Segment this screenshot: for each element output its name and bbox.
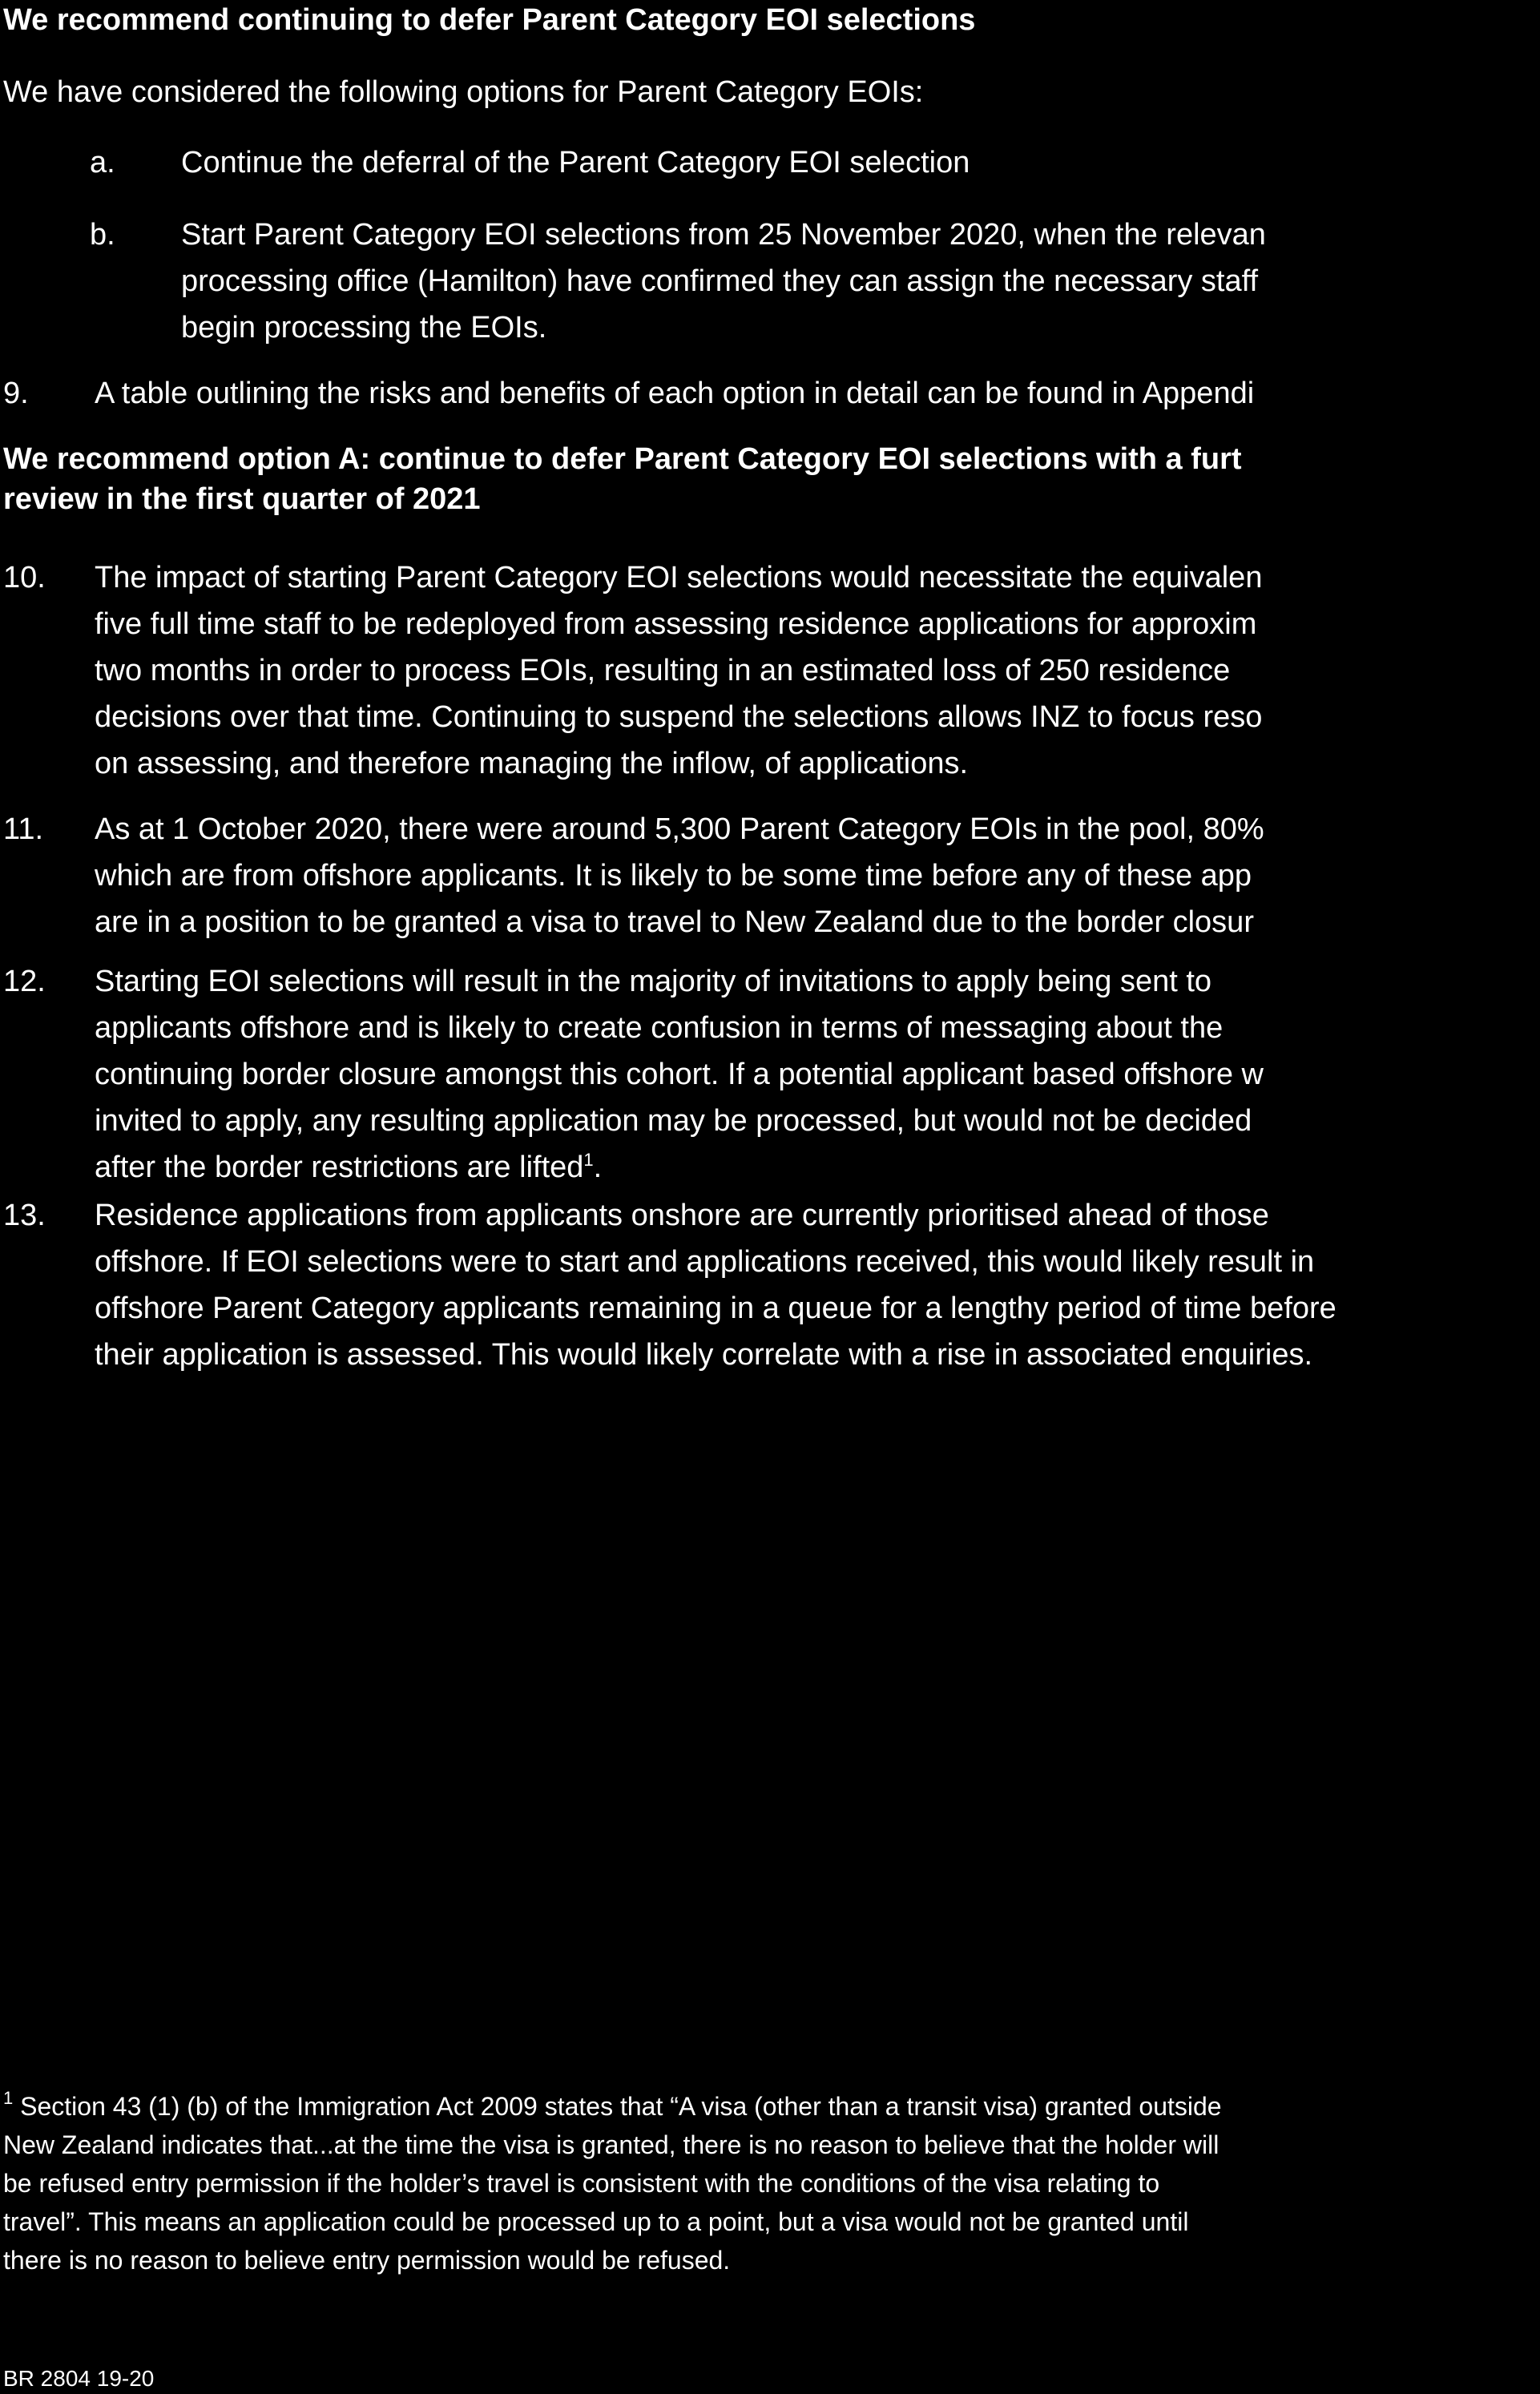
footnote-marker: 1 xyxy=(3,2088,14,2108)
footnote-line-text: Section 43 (1) (b) of the Immigration Act 2009 states that “A visa (other than a transit visa) granted outside xyxy=(13,2092,1222,2121)
paragraph-line-text: after the border restrictions are lifted xyxy=(95,1151,584,1184)
paragraph-line: applicants offshore and is likely to create confusion in terms of messaging about the xyxy=(95,1011,1224,1045)
paragraph-line: Residence applications from applicants onshore are currently prioritised ahead of those xyxy=(95,1199,1269,1232)
section-heading-defer: We recommend continuing to defer Parent Category EOI selections xyxy=(3,3,976,37)
paragraph-13-number: 13. xyxy=(3,1199,46,1232)
heading-line: review in the first quarter of 2021 xyxy=(3,482,481,516)
footnote-line: New Zealand indicates that...at the time the visa is granted, there is no reason to believe that the holder will xyxy=(3,2130,1220,2159)
footnote-reference: 1 xyxy=(583,1150,594,1170)
paragraph-line: five full time staff to be redeployed from assessing residence applications for approxim xyxy=(95,607,1257,641)
paragraph-line: on assessing, and therefore managing the inflow, of applications. xyxy=(95,747,969,780)
option-a-marker: a. xyxy=(90,146,115,179)
paragraph-line: continuing border closure amongst this cohort. If a potential applicant based offshore w xyxy=(95,1058,1264,1091)
sentence-end: . xyxy=(593,1151,603,1184)
paragraph-line: Starting EOI selections will result in the majority of invitations to apply being sent to xyxy=(95,965,1212,998)
paragraph-12-number: 12. xyxy=(3,965,46,998)
footnote xyxy=(3,2087,1222,2279)
intro-paragraph: We have considered the following options for Parent Category EOIs: xyxy=(3,75,924,109)
paragraph-12-text xyxy=(95,958,1264,1191)
paragraph-line: The impact of starting Parent Category EOI selections would necessitate the equivalen xyxy=(95,561,1263,594)
paragraph-11-number: 11. xyxy=(3,812,44,846)
section-heading-option-a xyxy=(3,439,1242,519)
option-b-line: Start Parent Category EOI selections from 25 November 2020, when the relevan xyxy=(181,218,1266,252)
paragraph-9-text: A table outlining the risks and benefits of each option in detail can be found in Appendi xyxy=(95,377,1255,410)
paragraph-11-text xyxy=(95,806,1264,945)
footnote-line: travel”. This means an application could be processed up to a point, but a visa would not be granted until xyxy=(3,2207,1189,2236)
paragraph-10-number: 10. xyxy=(3,561,46,594)
paragraph-10-text xyxy=(95,554,1262,787)
heading-line: We recommend option A: continue to defer Parent Category EOI selections with a furt xyxy=(3,442,1242,476)
paragraph-9-number: 9. xyxy=(3,377,29,410)
paragraph-line: which are from offshore applicants. It is likely to be some time before any of these app xyxy=(95,859,1252,893)
option-a-text xyxy=(181,139,970,186)
paragraph-line: decisions over that time. Continuing to suspend the selections allows INZ to focus reso xyxy=(95,700,1263,734)
paragraph-line: two months in order to process EOIs, resulting in an estimated loss of 250 residence xyxy=(95,654,1231,687)
option-b-text xyxy=(181,212,1266,351)
footnote-line: be refused entry permission if the holder’s travel is consistent with the conditions of the visa relating to xyxy=(3,2169,1160,2198)
option-b-line: begin processing the EOIs. xyxy=(181,311,547,345)
paragraph-line xyxy=(95,1144,1264,1191)
paragraph-line: invited to apply, any resulting application may be processed, but would not be decided xyxy=(95,1104,1252,1138)
paragraph-13-text xyxy=(95,1192,1336,1378)
option-a-line: Continue the deferral of the Parent Category EOI selection xyxy=(181,146,970,179)
option-b-marker: b. xyxy=(90,218,115,252)
paragraph-line: are in a position to be granted a visa to travel to New Zealand due to the border closur xyxy=(95,905,1254,939)
footnote-line: there is no reason to believe entry permission would be refused. xyxy=(3,2246,731,2275)
paragraph-line: their application is assessed. This would likely correlate with a rise in associated enquiries. xyxy=(95,1338,1313,1372)
footnote-line xyxy=(3,2087,1222,2126)
option-b-line: processing office (Hamilton) have confirmed they can assign the necessary staff xyxy=(181,264,1259,298)
paragraph-line: offshore Parent Category applicants remaining in a queue for a lengthy period of time before xyxy=(95,1292,1336,1325)
paragraph-line: offshore. If EOI selections were to start and applications received, this would likely result in xyxy=(95,1245,1315,1279)
document-reference: BR 2804 19-20 xyxy=(3,2366,155,2391)
paragraph-line: As at 1 October 2020, there were around 5,300 Parent Category EOIs in the pool, 80% xyxy=(95,812,1264,846)
